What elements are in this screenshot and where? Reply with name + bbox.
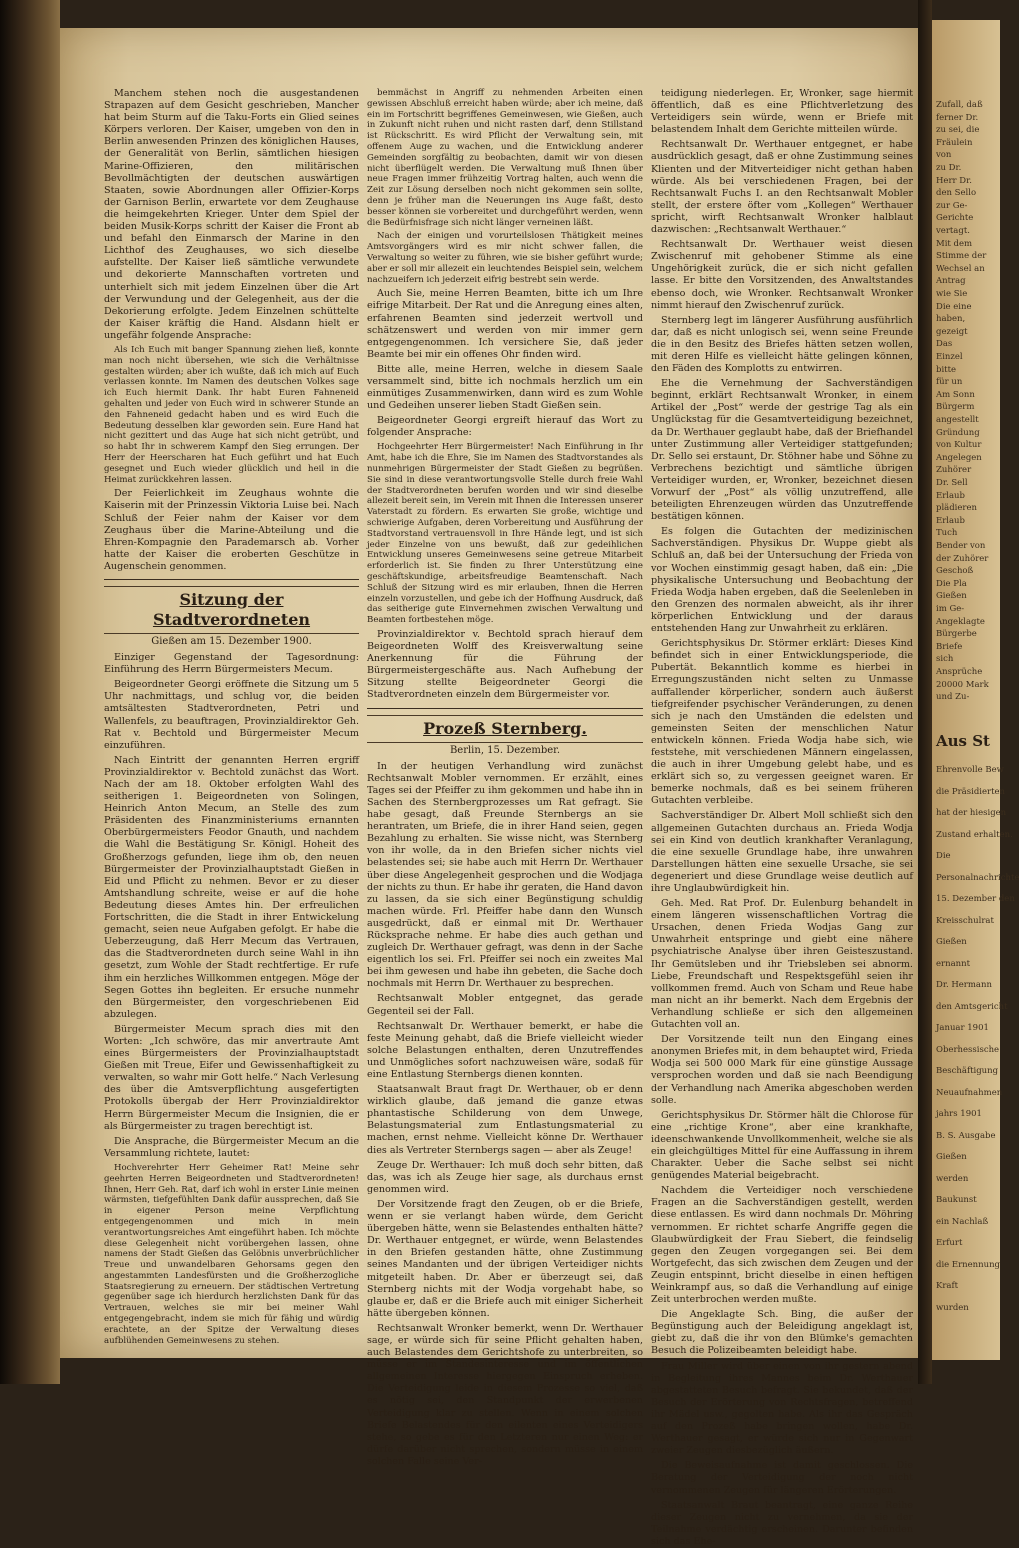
- next-page-fragment: Angelegen: [936, 452, 982, 463]
- next-page-fragment: Wechsel an: [936, 263, 985, 274]
- next-page-fragment: Zufall, daß: [936, 100, 983, 110]
- next-page-fragment: die Ernennung: [936, 1259, 1001, 1270]
- column-1: [104, 88, 359, 1346]
- next-page-fragment: im Ge-: [936, 604, 965, 614]
- next-page-fragment: B. S. Ausgabe: [936, 1130, 996, 1141]
- article-paragraph: Beigeordneter Georgi eröffnete die Sitzung um 5 Uhr nachmittags, und schlug vor, die beiden amtsältesten Stadtverordneten, Petri und Wallenfels, zu beauftragen, Provinzialdirektor Geh. Rat v. Bechtold und Bürgermeister Mecum einzuführen.: [104, 679, 359, 751]
- next-page-fragment: werden: [936, 1173, 969, 1184]
- next-page-fragment: Fräulein: [936, 137, 973, 148]
- next-page-fragment: Baukunst: [936, 1195, 977, 1205]
- next-page-fragment: ein Nachlaß: [936, 1216, 989, 1227]
- next-page-fragment: Die eine: [936, 301, 972, 312]
- next-page-fragment: haben,: [936, 314, 966, 325]
- book-binding: [0, 0, 60, 1384]
- next-page-fragment: Herr Dr.: [936, 175, 972, 186]
- next-page-fragment: Personalnachrichte: [936, 872, 1019, 883]
- next-page-fragment: Mit dem: [936, 238, 973, 249]
- article-paragraph: Der Feierlichkeit im Zeughaus wohnte die Kaiserin mit der Prinzessin Viktoria Luise bei. Nach Schluß der Feier nahm der Kaiser vor dem Zeughaus über die Marine-Abteilung und die Ehren-Kompagnie den Parademarsch ab. Vorher hatte der Kaiser die eroberten Geschütze in Augenschein genommen.: [104, 488, 359, 572]
- article-paragraph: Geh. Med. Rat Prof. Dr. Eulenburg behandelt in einem längeren wissenschaftlichen Vortrag die Ursachen, denen Frieda Wodjas Gang zur Unwahrheit entspringe und giebt eine nähere psychiatrische Analyse über ihren Geisteszustand. Ihr Gemütsleben und ihr Triebsleben sei abnorm. Liebe, Freundschaft und Respektsgefühl seien ihr vollkommen fremd. Auch von Scham und Reue habe man nicht an ihr bemerkt. Nach dem Ergebnis der Verhandlung schließe er sich den allgemeinen Gutachten voll an.: [651, 898, 913, 1031]
- next-page-fragment: Einzel: [936, 352, 963, 362]
- next-page-fragment: Ansprüche: [936, 667, 983, 677]
- next-page-fragment: Zustand erhalten.: [936, 829, 1013, 840]
- next-page-fragment: 20000 Mark: [936, 679, 989, 690]
- next-page-fragment: gezeigt: [936, 326, 968, 337]
- article-paragraph: Nach Eintritt der genannten Herren ergriff Provinzialdirektor v. Bechtold zunächst das Wort. Nach der am 18. Oktober erfolgten Wahl des seitherigen 1. Beigeordneten von Solingen, Heinrich Anton Mecum, an Stelle des zum Präsidenten des Finanzministeriums ernannten Oberbürgermeisters Feodor Gnauth, und nachdem die Wahl die Bestätigung Sr. Königl. Hoheit des Großherzogs gefunden, liege ihm ob, den neuen Bürgermeister der Provinzialhauptstadt Gießen in Eid und Pflicht zu nehmen. Bevor er zu dieser Amtshandlung schreite, weise er auf die hohe Bedeutung dieses Amtes hin. Der erfreulichen Fortschritten, die die Stadt in ihrer Entwickelung gemacht, seien neue Aufgaben gefolgt. Er habe die Ueberzeugung, daß Herr Mecum das Vertrauen, das die Stadtverordneten durch seine Wahl in ihn gesetzt, zum Wohle der Stadt rechtfertige. Er rufe ihm ein herzliches Willkommen entgegen. Möge der Segen Gottes ihn begleiten. Er ersuche nunmehr den Bürgermeister, den vorgeschriebenen Eid abzulegen.: [104, 754, 359, 1020]
- article-paragraph: Rechtsanwalt Mobler entgegnet, das gerade Gegenteil sei der Fall.: [367, 993, 643, 1017]
- next-page-fragment: Erfurt: [936, 1238, 963, 1248]
- article-paragraph: Es folgen die Gutachten der medizinischen Sachverständigen. Physikus Dr. Wuppe giebt als Schluß an, daß bei der Untersuchung der Frieda von vor Wochen einstimmig gesagt haben, daß ein: „Die physikalische Untersuchung und Beobachtung der Frieda Wodja haben ergeben, daß die Seelenleben in den Grenzen des normalen abweicht, als ihr ihrer körperlichen Entwicklung und der daraus entstehenden Hang zur Unwahrheit zu erklären.: [651, 526, 913, 635]
- article-paragraph: Die Ansprache, die Bürgermeister Mecum an die Versammlung richtete, lautet:: [104, 1135, 359, 1159]
- next-page-fragment: Erlaub: [936, 490, 965, 501]
- next-page-fragment: Dr. Hermann: [936, 980, 992, 990]
- next-page-fragment: Am Sonn: [936, 389, 975, 400]
- next-page-fragment: Erlaub: [936, 515, 965, 526]
- column-2: [367, 88, 643, 1467]
- next-page-fragment: Gießen: [936, 1152, 967, 1162]
- article-paragraph: Nach der einigen und vorurteilslosen Thätigkeit meines Amtsvorgängers wird es mir nicht schwer fallen, die Verwaltung so weiter zu führen, wie sie bisher geführt wurde; aber er soll mir allezeit ein leuchtendes Beispiel sein, welchem nachzueifern ich jederzeit eifrig bestrebt sein werde.: [367, 231, 643, 285]
- next-page-fragment: Die Pla: [936, 578, 967, 589]
- next-page-fragment: hat der hiesigen: [936, 808, 1007, 818]
- mecum-speech: Hochverehrter Herr Geheimer Rat! Meine sehr geehrten Herren Beigeordneten und Stadtverordneten! Ihnen, Herr Geh. Rat, darf ich wohl in erster Linie meinen wärmsten, tiefgefühlten Dank dafür aussprechen, daß Sie in eigener Person meine Verpflichtung entgegengenommen und mich in mein verantwortungsreiches Amt eingeführt haben. Ich möchte diese Gelegenheit nicht vorübergehen lassen, ohne namens der Stadt Gießen das Gelöbnis unverbrüchlicher Treue und unwandelbaren Gehorsams gegen den angestammten Landesfürsten und die Großherzogliche Staatsregierung zu erneuern. Der städtischen Vertretung gegenüber sage ich hierdurch herzlichsten Dank für das Vertrauen, welches sie mir bei meiner Wahl entgegengebracht, indem sie mich für fähig und würdig erachtete, an der Spitze der Verwaltung dieses aufblühenden Gemeinwesens zu stehen.: [104, 1162, 359, 1346]
- article-paragraph: Einziger Gegenstand der Tagesordnung: Einführung des Herrn Bürgermeisters Mecum.: [104, 652, 359, 676]
- next-page-fragment: der Zuhörer: [936, 553, 989, 564]
- article-paragraph: Sachverständiger Dr. Albert Moll schließt sich den allgemeinen Gutachten durchaus an. Frieda Wodja sei ein Kind von deutlich krankhafter Veranlagung, die eine sexuelle Grundlage habe, ihre unwahren Darstellungen hätten eine sexuelle Ursache, sie sei degeneriert und diese Grundlage weise deutlich auf ihre Unglaubwürdigkeit hin.: [651, 810, 913, 894]
- article-paragraph: Rechtsanwalt Wronker bemerkt, wenn Dr. Werthauer sage, er würde sich für seine Pflicht gehalten haben, auch Belastendes dem Gerichtshofe zu unterbreiten, so müsse er im Standesinteresse und im öffentlichen allgemeinen Interesse hiergegen Einspruch erheben. Die Verteidigung leide in diesem Prozesse so viel, daß es nötig sei, den Standpunkt der erwerbenen Verteidigung klar zu stellen. Wenn in einem solchen Briefe Belastendes für den eilenten eines Verteidigers stehe, so gebe es für den Letzteren nur einen Weg: er dürfe darüber nicht sprechen, sondern müsse in einem solchen Falle seine Ver-: [367, 1322, 643, 1467]
- next-page-fragment: wurden: [936, 1302, 969, 1313]
- section-title-stadtverordneten: Sitzung der Stadtverordneten: [104, 586, 359, 634]
- next-page-edge: [932, 20, 1019, 1360]
- article-paragraph: Die Angeklagte Sch. Bing, die außer der Begünstigung auch der Beleidigung angeklagt ist, giebt zu, daß die ihr von den Blümke's gemachten Besuch die Polizeibeamten beleidigt habe.: [651, 1309, 913, 1357]
- georgi-speech: Hochgeehrter Herr Bürgermeister! Nach Einführung in Ihr Amt, habe ich die Ehre, Sie im Namen des Stadtvorstandes als nunmehrigen Bürgermeister der Stadt Gießen zu begrüßen. Sie sind in diese verantwortungsvolle Stelle durch freie Wahl der Stadtverordneten berufen worden und wir sind dieselbe allezeit bereit sein, im Verein mit Ihnen die Interessen unserer Vaterstadt zu fördern. Es erwarten Sie große, wichtige und schwierige Aufgaben, deren Vorbereitung und Ausführung der Stadtvorstand vertrauensvoll in Ihre Hände legt, und ist sich jeder Einzelne von uns bewußt, daß zur gedeihlichen Entwicklung unseres Gemeinwesens seine getreue Mitarbeit erforderlich ist. Sie finden zu Ihrer Unterstützung eine geschäftskundige, arbeitsfreudige Beamtenschaft. Nach Schluß der Sitzung wird es mir erlauben, Ihnen die Herren einzeln vorzustellen, und gebe ich der Hoffnung Ausdruck, daß das seitherige gute Einvernehmen zwischen Verwaltung und Beamten fortbestehen möge.: [367, 442, 643, 626]
- article-paragraph: Manchem stehen noch die ausgestandenen Strapazen auf dem Gesicht geschrieben, Mancher hat beim Sturm auf die Taku-Forts ein Glied seines Körpers verloren. Der Kaiser, umgeben von den in Berlin anwesenden Prinzen des königlichen Hauses, der Generalität von Berlin, sämtlichen hiesigen Marine-Offizieren, den militärischen Bevollmächtigten der deutschen auswärtigen Staaten, sowie Abordnungen aller Offizier-Korps der Garnison Berlin, erwartete vor dem Zeughause die heimgekehrten Krieger. Unter dem Spiel der beiden Musik-Korps schritt der Kaiser die Front ab und befahl den Einmarsch der Marine in den Lichthof des Zeughauses, wo sich dieselbe aufstellte. Der Kaiser ließ sämtliche verwundete und dekorierte Mannschaften vortreten und unterhielt sich mit jedem Einzelnen über die Art der Verwundung und der Gelegenheit, aus der die Dekorierung erfolgte. Jedem Einzelnen schüttelte der Kaiser kräftig die Hand. Alsdann hielt er ungefähr folgende Ansprache:: [104, 88, 359, 341]
- next-page-fragment: Beschäftigung: [936, 1066, 999, 1076]
- article-paragraph: Die Beweisaufnahme ist damit geschlossen. Die Beratung der Verteidigung der noch nicht vernommenen Zeugen für längeren Erörterungen.: [651, 1460, 913, 1496]
- section-dateline: Gießen am 15. Dezember 1900.: [151, 635, 312, 647]
- next-page-fragment: Stimme der: [936, 251, 987, 262]
- next-page-fragment: vertagt.: [936, 226, 970, 236]
- next-page-fragment: Ehrenvolle Bew: [936, 765, 1004, 775]
- next-page-fragment: Die: [936, 851, 951, 861]
- article-paragraph: Bitte alle, meine Herren, welche in diesem Saale versammelt sind, bitte ich nochmals herzlich um ein einmütiges Zusammenwirken, dann wird es zum Wohle und Gedeihen unserer lieben Stadt Gießen sein.: [367, 363, 643, 412]
- next-page-fragment: sich: [936, 654, 954, 665]
- next-page-fragment: ernannt: [936, 958, 970, 969]
- next-page-fragment: Kraft: [936, 1281, 959, 1291]
- page-gutter: [918, 0, 932, 1384]
- article-paragraph: bemmächst in Angriff zu nehmenden Arbeiten einen gewissen Abschluß erreicht haben würde; aber ich meine, daß ein im Fortschritt begriffenes Gemeinwesen, wie Gießen, auch in Zukunft nicht ruhen und nicht rasten darf, denn Stillstand ist Rückschritt. Es wird Pflicht der Verwaltung sein, mit offenem Auge zu wachen, und die Entwicklung anderer Gemeinden sorgfältig zu beobachten, damit wir von diesen nicht überflügelt werden. Die Verwaltung muß Ihnen über neue Fragen immer frühzeitig Vortrag halten, auch wenn die Zeit zur Lösung derselben noch nicht gekommen sein sollte, denn je früher man die Neuerungen ins Auge faßt, desto besser können sie vorbereitet und durchgeführt werden, wenn die Bedürfnisfrage sich nicht länger verneinen läßt.: [367, 88, 643, 228]
- section-divider: [367, 708, 643, 709]
- next-page-fragment: Gründung: [936, 427, 980, 438]
- next-page-fragment: zu sei, die: [936, 125, 980, 136]
- next-page-fragment: für un: [936, 377, 963, 388]
- next-page-fragment: den Sello: [936, 188, 977, 199]
- section-dateline: Berlin, 15. Dezember.: [449, 744, 561, 756]
- article-paragraph: Staatsanwalt Braut fragt Dr. Werthauer, ob er denn wirklich glaube, daß jemand die ganze etwas phantastische Schilderung von dem Unwege, Belastungsmaterial zum Entlastungsmaterial zu machen, ernst nehme. Vielleicht könne Dr. Werthauer dies als Vertreter Sternbergs sagen — aber als Zeuge!: [367, 1084, 643, 1156]
- article-paragraph: Frau Miller wird über einen von ihr gestern abend in Begleitung ihres Mannes beim Dr. Werthauer abgestatteten Besuch befragt. Sie bekundet, daß der Besuch der Erörterung von Rechtsfragen, betreffend ihr Mädel usw., gegolten habe. Als ihr das Gespräch auf den Prozeß habe bringen wollen, habe Dr. Werthauer gesagt, er würde sich nur in Gegenwart zweier Zeugen diesbezüglich äußern.: [651, 1360, 913, 1457]
- next-page-fragment: zu Dr.: [936, 163, 962, 173]
- article-paragraph: Staatsanwalt Braut beantragt, eine ganze Reihe dieser Zeugen nicht zu vernehmen, da sie der Teilnahme verdächtig erscheinen. Darunter befinden sich das Ehe-: [651, 1499, 913, 1547]
- next-page-fragment: bitte: [936, 364, 957, 375]
- article-paragraph: In der heutigen Verhandlung wird zunächst Rechtsanwalt Mobler vernommen. Er erzählt, eines Tages sei der Pfeiffer zu ihm gekommen und habe ihn in Sachen des Sternbergprozesses um Rat gefragt. Sie habe gesagt, daß Freunde Sternbergs an sie herantraten, um Briefe, die in ihrer Hand seien, gegen Bezahlung zu erhalten. Sie wisse nicht, was Sternberg von ihr wolle, da in den Briefen sicher nichts viel belastendes sei; sie habe auch mit Herrn Dr. Werthauer über diese Angelegenheit gesprochen und die Wodjaga der nichts zu thun. Er habe ihr geraten, die Hand davon zu lassen, da sie sich einer Begünstigung schuldig machen würde. Frl. Pfeiffer habe dann den Wunsch ausgedrückt, daß er einmal mit Dr. Werthauer Rücksprache nehme. Er habe dies auch gethan und zugleich Dr. Werthauer gefragt, was denn in der Sache eigentlich los sei. Frl. Pfeiffer sei noch ein zweites Mal bei ihm gewesen und habe ihn gebeten, die Sache doch nochmals mit Herrn Dr. Werthauer zu besprechen.: [367, 760, 643, 990]
- next-page-fragment: Antrag: [936, 276, 966, 287]
- next-page-fragment: angestellt: [936, 415, 979, 425]
- next-page-fragment: Das: [936, 339, 953, 350]
- article-paragraph: Ehe die Vernehmung der Sachverständigen beginnt, erklärt Rechtsanwalt Wronker, in einem Artikel der „Post“ werde der gestrige Tag als ein Unglückstag für die Gesamtverteidigung bezeichnet, da Dr. Werthauer geglaubt habe, daß der Briefhandel unter Zustimmung aller Verteidiger stattgefunden; Dr. Sello sei erstaunt, Dr. Stöhner habe und Söhne zu Verbrechens bezichtigt und sämtliche übrigen Verteidiger wurden, er, Wronker, bezeichnet diesen Vorwurf der „Post“ als völlig unzutreffend, alle beteiligten Ehrenzeugen würden das Unzutreffende bestätigen können.: [651, 378, 913, 523]
- next-page-fragment: Dr. Sell: [936, 478, 968, 488]
- next-page-fragment: Bender von: [936, 541, 986, 551]
- article-paragraph: Provinzialdirektor v. Bechtold sprach hierauf dem Beigeordneten Wolff des Kreisverwaltung seine Anerkennung für die Führung der Bürgermeistergeschäfte aus. Nach Aufhebung der Sitzung stellte Beigeordneter Georgi die Stadtverordneten einzeln dem Bürgermeister vor.: [367, 629, 643, 701]
- next-page-fragment: Bürgerbe: [936, 629, 977, 640]
- section-title-prozess-sternberg: Prozeß Sternberg.: [367, 715, 643, 743]
- next-page-fragment: ferner Dr.: [936, 112, 979, 123]
- article-paragraph: Gerichtsphysikus Dr. Störmer erklärt: Dieses Kind befindet sich in einer Entwicklungsperiode, die Pubertät. Bekanntlich komme es hierbei in Erregungszuständen nicht selten zu Unmasse auffallender körperlicher, sondern auch äußerst tiefgreifender psychischer Veränderungen, zu denen sich je nach den Umständen die edelsten und gemeinsten Seiten der menschlichen Natur entwickeln können. Frieda Wodja habe sich, wie feststehe, mit verschiedenen Männern eingelassen, die auch in ihrer Umgebung gelebt habe, und es erklärt sich so, zu vergessen geeignet waren. Er bemerke nochmals, daß es bei seinem früheren Gutachten verbleibe.: [651, 638, 913, 807]
- article-paragraph: Bürgermeister Mecum sprach dies mit den Worten: „Ich schwöre, das mir anvertraute Amt eines Bürgermeisters der Provinzialhauptstadt Gießen mit Treue, Eifer und Gewissenhaftigkeit zu verwalten, so wahr mir Gott helfe.“ Nach Verlesung des über die Amtsverpflichtung ausgefertigten Protokolls übergab der Herr Provinzialdirektor Herrn Bürgermeister Mecum die Insignien, die er als Bürgermeister zu tragen berechtigt ist.: [104, 1023, 359, 1132]
- article-paragraph: Sternberg legt im längerer Ausführung ausführlich dar, daß es nicht unlogisch sei, wenn seine Freunde die in den Besitz des Briefes hätten setzen wollen, mit deren Hilfe es vielleicht hätte gelingen können, den Fäden des Komplotts zu entwirren.: [651, 314, 913, 375]
- next-page-fragment: von Kultur: [936, 440, 982, 451]
- article-paragraph: Rechtsanwalt Dr. Werthauer weist diesen Zwischenruf mit gehobener Stimme als eine Ungehörigkeit zurück, die er sich nicht gefallen lasse. Er bitte den Vorsitzenden, des Anwaltstandes ebenso doch, wie Wronker. Rechtsanwalt Wronker nimmt hierauf den Zwischenruf zurück.: [651, 239, 913, 311]
- next-page-fragment: Geschoß: [936, 566, 974, 577]
- next-page-fragment: Gießen: [936, 937, 967, 947]
- next-page-fragment: den Amtsgericht: [936, 1001, 1008, 1012]
- next-page-fragment: und Zu-: [936, 692, 970, 703]
- article-paragraph: Der Vorsitzende teilt nun den Eingang eines anonymen Briefes mit, in dem behauptet wird, Frieda Wodja sei 500 000 Mark für eine günstige Aussage versprochen worden und daß sie nach Beendigung der Verhandlung nach Amerika abgeschoben werden solle.: [651, 1034, 913, 1106]
- article-paragraph: Beigeordneter Georgi ergreift hierauf das Wort zu folgender Ansprache:: [367, 415, 643, 439]
- next-page-fragment: die Präsidierten: [936, 786, 1005, 797]
- next-page-fragment: Bürgerm: [936, 402, 975, 413]
- column-3: [651, 88, 913, 1547]
- article-paragraph: Auch Sie, meine Herren Beamten, bitte ich um Ihre eifrige Mitarbeit. Der Rat und die Anregung eines alten, erfahrenen Beamten sind jederzeit wertvoll und schätzenswert und werden von mir immer gern entgegengenommen. Ich versichere Sie, daß jeder Beamte bei mir ein offenes Ohr finden wird.: [367, 288, 643, 360]
- next-page-fragment: Zuhörer: [936, 465, 972, 476]
- next-page-fragment: von: [936, 150, 952, 161]
- next-page-fragment: Januar 1901: [936, 1023, 989, 1033]
- next-page-fragment: wie Sie: [936, 289, 968, 299]
- next-page-fragment: zur Ge-: [936, 200, 968, 211]
- next-page-fragment: Oberhessische: [936, 1044, 1000, 1055]
- section-divider: [104, 579, 359, 580]
- next-page-fragment: Gerichte: [936, 213, 974, 224]
- next-page-fragment: Angeklagte: [936, 616, 985, 627]
- kaiser-speech: Als Ich Euch mit banger Spannung ziehen ließ, konnte man noch nicht übersehen, wie sich die Verhältnisse gestalten würden; aber ich wußte, daß ich mich auf Euch verlassen konnte. Im Namen des deutschen Volkes sage ich Euch hiermit Dank. Ihr habt Euren Fahneneid gehalten und jeder von Euch wird in schwerer Stunde an den Fahneneid gedacht haben und es wird Euch die Bedeutung desselben klar geworden sein. Eure Hand hat nicht gezittert und das Auge hat sich nicht getrübt, und so habt Ihr in schwerem Kampf den Sieg errungen. Der Herr der Heerscharen hat Euch geführt und hat Euch gesegnet und Euch wieder glücklich und heil in die Heimat zurückkehren lassen.: [104, 344, 359, 485]
- next-page-fragment: jahrs 1901: [936, 1109, 982, 1119]
- article-paragraph: Der Vorsitzende fragt den Zeugen, ob er die Briefe, wenn er sie verlangt haben würde, dem Gericht übergeben hätte, wenn sie Belastendes enthalten hätte? Dr. Werthauer entgegnet, er würde, wenn Belastendes in den Briefen gestanden hätte, ohne Zustimmung seines Mandanten und der übrigen Verteidiger nichts mitgeteilt haben. Dr. Aber er überzeugt sei, daß Sternberg nichts mit der Wodja vorgehabt habe, so glaube er, daß er die Briefe auch mit einiger Sicherheit hätte übergeben können.: [367, 1198, 643, 1319]
- article-paragraph: Gerichtsphysikus Dr. Störmer hält die Chlorose für eine „richtige Krone“, aber eine krankhafte, ideenschwankende Unvollkommenheit, welche sie als ein gleichgültiges Mittel für eine Auffassung in ihrem Charakter. Ueber die Sache selbst sei nicht genügendes Material beigebracht.: [651, 1109, 913, 1182]
- article-paragraph: Rechtsanwalt Dr. Werthauer entgegnet, er habe ausdrücklich gesagt, daß er ohne Zustimmung seines Klienten und der Mitverteidiger nicht gethan haben würde. Als bei verschiedenen Fragen, bei der Rechtsanwalt Fuchs I. an den Rechtsanwalt Mobler stellt, der erstere öfter vom „Kollegen“ Werthauer spricht, wirft Rechtsanwalt Wronker halblaut dazwischen: „Rechtsanwalt Werthauer.“: [651, 139, 913, 236]
- next-page-fragment: Briefe: [936, 641, 963, 652]
- next-page-fragment: Kreisschulrat: [936, 915, 994, 926]
- next-page-fragment: Tuch: [936, 528, 958, 539]
- article-paragraph: Zeuge Dr. Werthauer: Ich muß doch sehr bitten, daß das, was ich als Zeuge hier sage, als durchaus ernst genommen wird.: [367, 1159, 643, 1195]
- next-page-fragment: 15. Dezember den: [936, 894, 1015, 904]
- next-page-fragment: plädieren: [936, 503, 977, 514]
- article-paragraph: teidigung niederlegen. Er, Wronker, sage hiermit öffentlich, daß es eine Pflichtverletzung des Verteidigers sein würde, wenn er Briefe mit belastendem Inhalt dem Gerichte mitteilen würde.: [651, 88, 913, 136]
- next-page-fragment: Gießen: [936, 591, 967, 602]
- article-paragraph: Nachdem die Verteidiger noch verschiedene Fragen an die Sachverständigen gestellt, werden diese entlassen. Es wird dann nochmals Dr. Möhring vernommen. Er richtet scharfe Angriffe gegen die Glaubwürdigkeit der Frau Siebert, die feindselig gegen den Zeugen vorgegangen sei. Bei dem Wortgefecht, das sich zwischen dem Zeugen und der Zeugin entspinnt, bricht dieselbe in einen heftigen Weinkrampf aus, so daß die Verhandlung auf einige Zeit unterbrochen werden mußte.: [651, 1185, 913, 1306]
- article-paragraph: Rechtsanwalt Dr. Werthauer bemerkt, er habe die feste Meinung gehabt, daß die Briefe vielleicht wieder solche Belastungen enthalten, deren Unzutreffendes und Unmögliches sofort nachzuweisen wäre, sodaß für eine Entlastung Sternbergs dienen konnten.: [367, 1020, 643, 1081]
- next-page-heading: Aus St: [936, 732, 990, 750]
- next-page-fragment: Neuaufnahmen: [936, 1087, 1003, 1098]
